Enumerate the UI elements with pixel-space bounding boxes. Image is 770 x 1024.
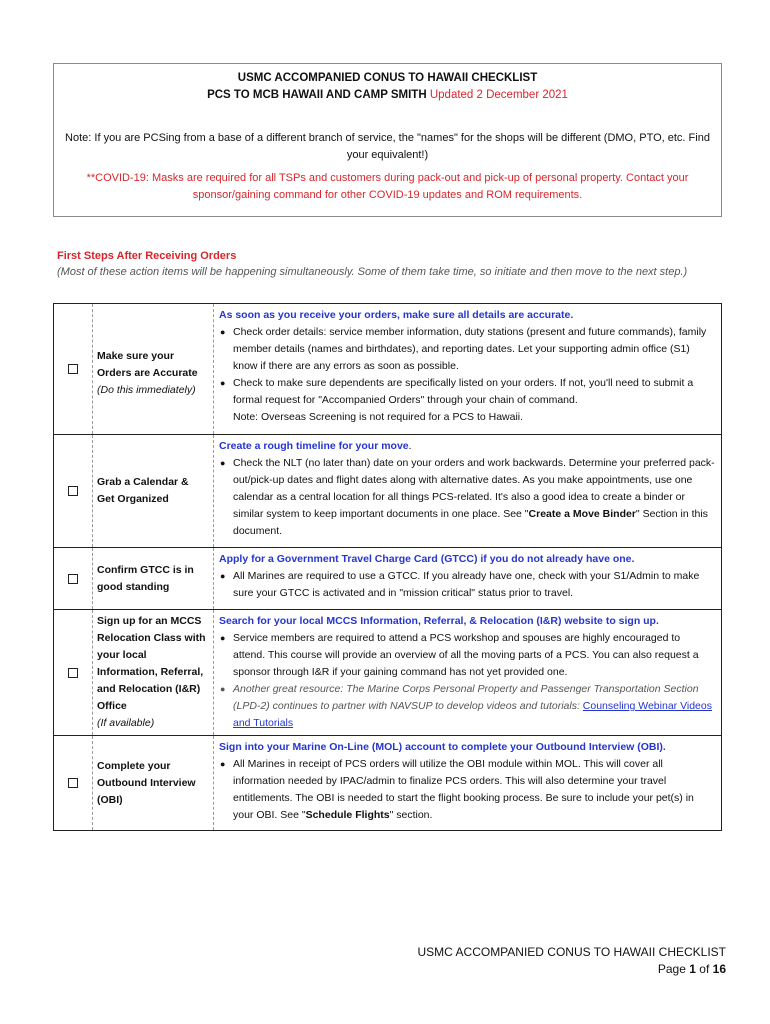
bullet-text-tail: " Section in this document. (233, 508, 708, 537)
document-subtitle (54, 87, 721, 104)
detail-cell (214, 548, 721, 609)
bullet-list (219, 455, 715, 540)
detail-cell (214, 435, 721, 547)
task-cell (93, 736, 214, 830)
task-cell (93, 435, 214, 547)
checklist-table (53, 303, 722, 831)
detail-cell (214, 304, 721, 434)
detail-cell (214, 736, 721, 830)
bullet-text: Another great resource: The Marine Corps Personal Property and Passenger Transportation Section (LPD-2) continues to partner with NAVSUP to develop videos and tutorials: (233, 683, 699, 712)
checkbox[interactable] (68, 668, 78, 678)
checkbox-cell (54, 736, 93, 830)
bullet-item (219, 756, 715, 824)
checklist-row (54, 736, 721, 830)
page-current: 1 (689, 962, 696, 976)
action-lead: Search for your local MCCS Information, Referral, & Relocation (I&R) website to sign up. (219, 615, 659, 627)
task-title: Confirm GTCC is in good standing (97, 563, 194, 593)
footer-title: USMC ACCOMPANIED CONUS TO HAWAII CHECKLIST (417, 945, 726, 959)
subtitle-text: PCS TO MCB HAWAII AND CAMP SMITH (207, 89, 427, 101)
checklist-row (54, 435, 721, 548)
bullet-item: ● Check order details: service member information, duty stations (present and future commands), family member details (names and birthdates), and reporting dates. Let your supporting admin office (S1) know if there are any errors as soon as possible. (219, 324, 715, 375)
task-note: (Do this immediately) (97, 383, 196, 396)
bullet-list (219, 568, 715, 602)
bullet-item (219, 455, 715, 540)
action-lead-line (219, 438, 715, 455)
checkbox[interactable] (68, 574, 78, 584)
checkbox[interactable] (68, 778, 78, 788)
task-title: Grab a Calendar & Get Organized (97, 476, 189, 505)
checkbox-cell (54, 435, 93, 547)
action-lead: Create a rough timeline for your move (219, 440, 409, 452)
document-title: USMC ACCOMPANIED CONUS TO HAWAII CHECKLIST (237, 72, 538, 84)
page-number (418, 961, 726, 978)
checklist-row (54, 304, 721, 435)
action-lead: Apply for a Government Travel Charge Card (GTCC) if you do not already have one. (219, 553, 635, 565)
task-title: Make sure your Orders are Accurate (97, 349, 198, 379)
page-total: 16 (712, 962, 726, 976)
bullet-item: ● All Marines are required to use a GTCC. If you already have one, check with your S1/Admin to make sure your GTCC is activated and in "mission critical" status prior to travel. (219, 568, 715, 602)
bullet-list (219, 756, 715, 824)
task-cell (93, 304, 214, 434)
checkbox-cell (54, 548, 93, 609)
section-title: First Steps After Receiving Orders (57, 250, 237, 262)
bullet-item (219, 681, 715, 732)
counseling-webinar-link[interactable]: Counseling Webinar Videos and Tutorials (233, 700, 712, 729)
detail-cell (214, 610, 721, 735)
bullet-item: ● Check to make sure dependents are specifically listed on your orders. If not, you'll need to submit a formal request for "Accompanied Orders" through your chain of command. (219, 375, 715, 409)
task-cell (93, 610, 214, 735)
checkbox-cell (54, 610, 93, 735)
page-word: Page (657, 962, 686, 976)
section-reference: Create a Move Binder (528, 508, 636, 520)
page-footer (418, 944, 726, 978)
bullet-list (219, 324, 715, 409)
lead-period: . (408, 440, 412, 452)
section-subtitle: (Most of these action items will be happening simultaneously. Some of them take time, so initiate and then move to the next step.) (57, 266, 688, 278)
overseas-note: Note: Overseas Screening is not required for a PCS to Hawaii. (233, 411, 524, 423)
bullet-list (219, 630, 715, 732)
checklist-row (54, 548, 721, 610)
task-title: Sign up for an MCCS Relocation Class with your local Information, Referral, and Relocation (I&R) Office (97, 615, 206, 712)
checkbox[interactable] (68, 486, 78, 496)
covid-note: **COVID-19: Masks are required for all TSPs and customers during pack-out and pick-up of personal property. Contact your sponsor/gaining command for other COVID-19 updates and ROM requirements. (86, 172, 689, 201)
section-reference: Schedule Flights (305, 809, 390, 821)
checkbox[interactable] (68, 364, 78, 374)
action-lead: Sign into your Marine On-Line (MOL) account to complete your Outbound Interview (OBI). (219, 741, 666, 753)
task-title: Complete your Outbound Interview (OBI) (97, 759, 196, 806)
header-box (53, 63, 722, 217)
checklist-row (54, 610, 721, 736)
checkbox-cell (54, 304, 93, 434)
bullet-text: Check the NLT (no later than) date on your orders and work backwards. Determine your preferred pack-out/pick-up dates and flight dates along with alternative dates. As you make appointments, use one calendar as a central location for all things PCS-related. It's also a good idea to create a binder or similar system to keep important documents in one place. See " (233, 457, 715, 520)
action-lead: As soon as you receive your orders, make sure all details are accurate. (219, 309, 574, 321)
branch-note: Note: If you are PCSing from a base of a different branch of service, the "names" for the shops will be different (DMO, PTO, etc. Find your equivalent!) (65, 132, 710, 161)
page-of: of (699, 962, 710, 976)
bullet-text: All Marines in receipt of PCS orders will utilize the OBI module within MOL. This will cover all information needed by IPAC/admin to finalize PCS orders. This will also determine your travel entitlements. The OBI is needed to start the flight booking process. Be sure to include your pet(s) in your OBI. See " (233, 758, 694, 821)
task-cell (93, 548, 214, 609)
bullet-text-tail: " section. (389, 809, 433, 821)
updated-date: Updated 2 December 2021 (429, 89, 568, 101)
bullet-item: ● Service members are required to attend a PCS workshop and spouses are highly encouraged to attend. This course will provide an overview of all the moving parts of a PCS. You can also request a sponsor through I&R if your gaining command has not yet provided one. (219, 630, 715, 681)
task-note: (If available) (97, 717, 155, 729)
